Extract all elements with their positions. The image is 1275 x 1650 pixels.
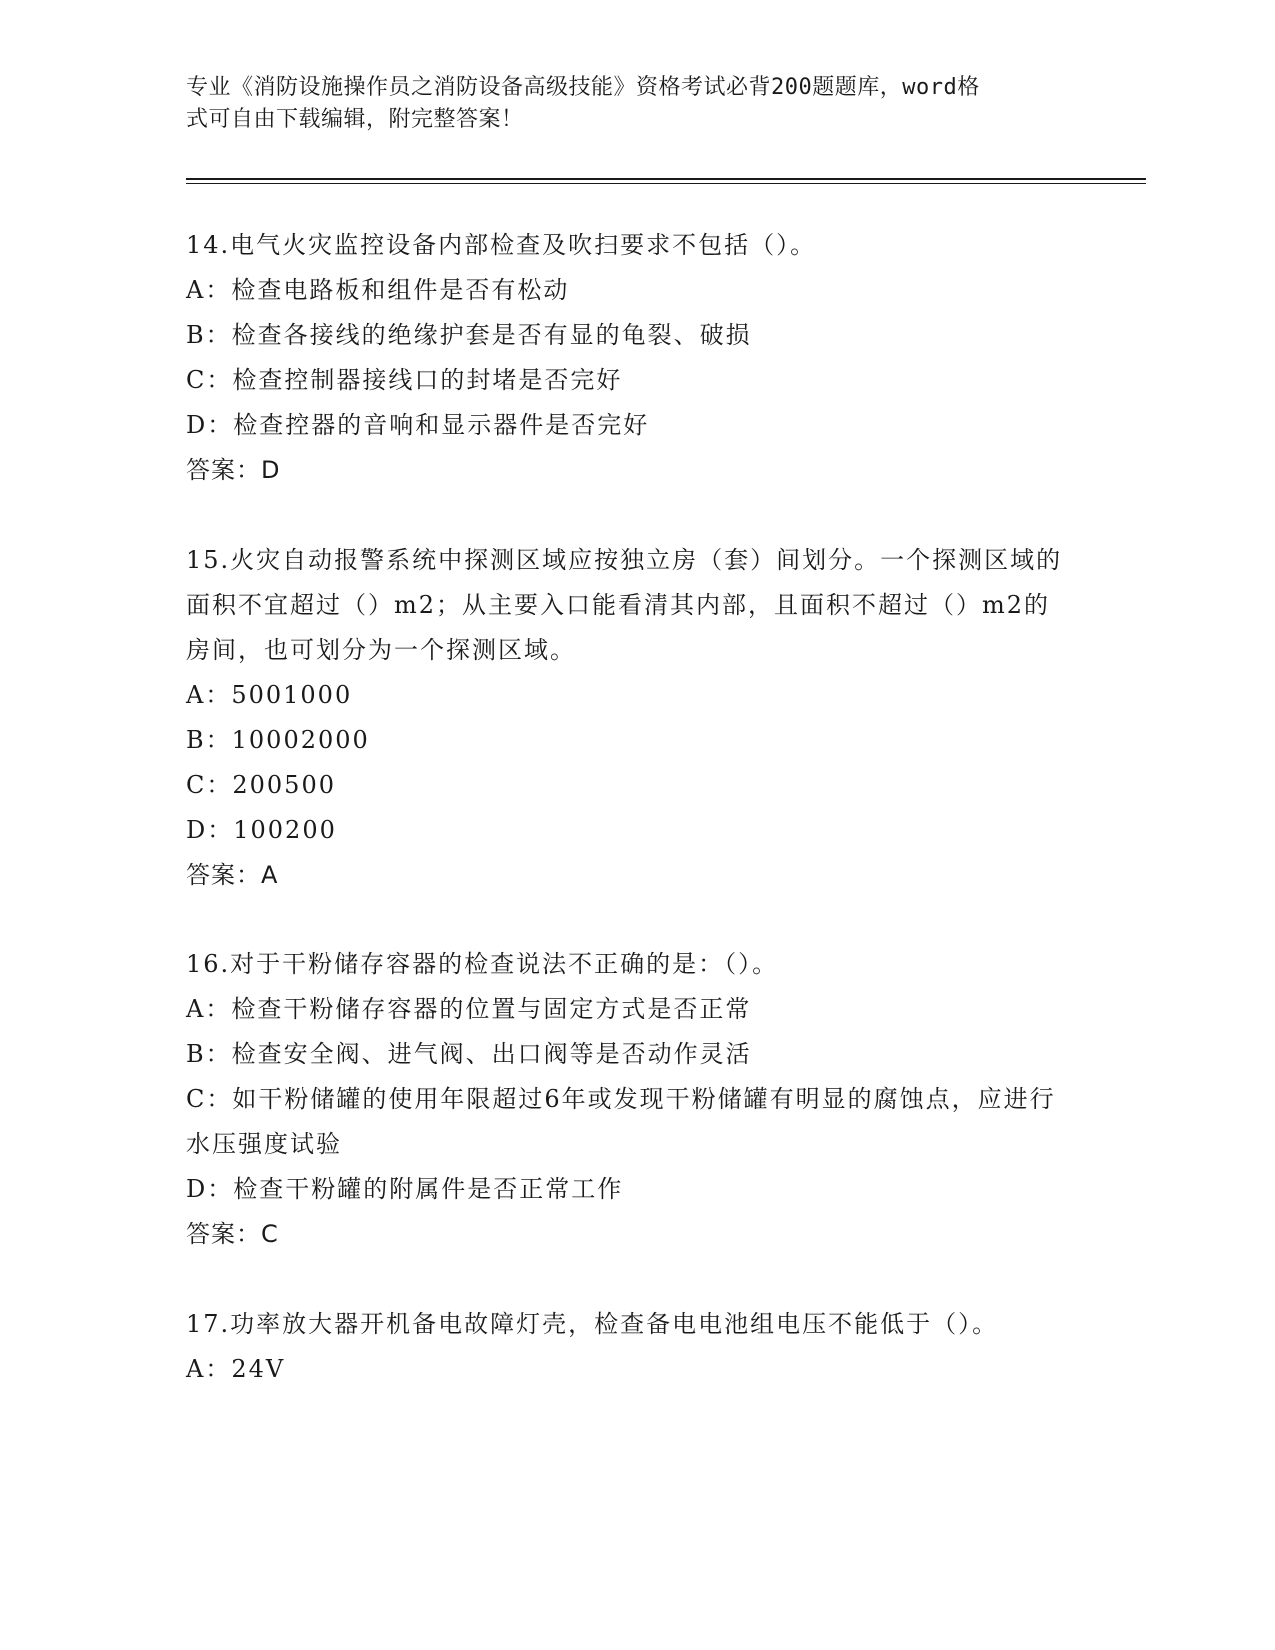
option-a: A：检查电路板和组件是否有松动	[186, 276, 570, 304]
header-divider	[186, 178, 1146, 180]
question-stem: 17.功率放大器开机备电故障灯壳，检查备电电池组电压不能低于（）。	[186, 1310, 999, 1338]
option-b: B：检查安全阀、进气阀、出口阀等是否动作灵活	[186, 1040, 752, 1068]
question-15	[186, 538, 1086, 898]
question-14	[186, 223, 1086, 493]
question-stem: 15.火灾自动报警系统中探测区域应按独立房（套）间划分。一个探测区域的面积不宜超过（）m2；从主要入口能看清其内部，且面积不超过（）m2的房间，也可划分为一个探测区域。	[186, 546, 1063, 664]
header-line-1: 专业《消防设施操作员之消防设备高级技能》资格考试必背200题题库，word格	[186, 75, 980, 100]
option-c: C：200500	[186, 771, 336, 799]
document-header	[186, 72, 1086, 136]
answer: 答案：A	[186, 861, 279, 889]
option-b: B：检查各接线的绝缘护套是否有显的龟裂、破损	[186, 321, 752, 349]
answer: 答案：C	[186, 1220, 279, 1248]
header-divider-thin	[186, 183, 1146, 184]
question-16	[186, 942, 1086, 1257]
question-17	[186, 1302, 1086, 1392]
question-stem: 14.电气火灾监控设备内部检查及吹扫要求不包括（）。	[186, 231, 817, 259]
option-c: C：如干粉储罐的使用年限超过6年或发现干粉储罐有明显的腐蚀点，应进行水压强度试验	[186, 1085, 1056, 1158]
question-stem: 16.对于干粉储存容器的检查说法不正确的是：（）。	[186, 950, 779, 978]
option-d: D：检查干粉罐的附属件是否正常工作	[186, 1175, 624, 1203]
header-line-2: 式可自由下载编辑，附完整答案！	[186, 107, 524, 132]
answer: 答案：D	[186, 456, 281, 484]
option-a: A：5001000	[186, 681, 353, 709]
option-d: D：100200	[186, 816, 337, 844]
option-b: B：10002000	[186, 726, 370, 754]
option-c: C：检查控制器接线口的封堵是否完好	[186, 366, 623, 394]
option-a: A：检查干粉储存容器的位置与固定方式是否正常	[186, 995, 752, 1023]
option-a: A：24V	[186, 1355, 286, 1383]
option-d: D：检查控器的音响和显示器件是否完好	[186, 411, 650, 439]
